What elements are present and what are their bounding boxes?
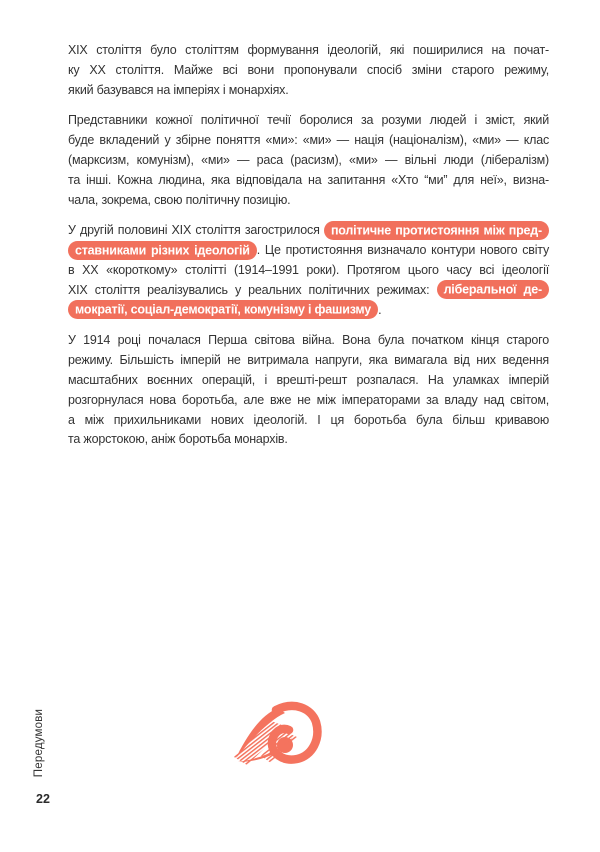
body-text <box>68 41 549 461</box>
publisher-wave-logo-icon <box>226 700 322 778</box>
text-line: (марксизм, комунізм), «ми» — раса (расизм), «ми» — вільні люди (лібералізм) <box>68 152 549 167</box>
text-line: режиму. Більшість імперій не витримала напруги, яка вимагала від них ведення <box>68 353 549 368</box>
text-line: а між прихильниками нових ідеологій. І ця боротьба була більш кривавою <box>68 412 549 427</box>
highlighted-phrase: ліберальної де- <box>437 280 549 299</box>
wave-logo-graphic <box>226 700 322 778</box>
text-line: та жорстокою, аніж боротьба монархів. <box>68 432 288 447</box>
highlighted-phrase: політичне протистояння між пред- <box>324 221 549 240</box>
text-line: ставниками різних ідеологій . Це протистояння визначало контури нового світу <box>68 241 549 261</box>
text-line: чала, зокрема, свою політичну позицію. <box>68 192 291 207</box>
paragraph <box>68 41 549 100</box>
paragraph <box>68 331 549 450</box>
text-line: розгорнулася нова боротьба, але вже не між імператорами за владу над світом, <box>68 392 549 407</box>
chapter-side-label: Передумови <box>33 708 45 778</box>
highlighted-phrase: мократії, соціал-демократії, комунізму і фашизму <box>68 300 378 319</box>
text-line: Представники кожної політичної течії боролися за розуми людей і зміст, який <box>68 113 549 128</box>
page-number: 22 <box>36 792 50 806</box>
highlighted-phrase: ставниками різних ідеологій <box>68 241 257 260</box>
text-line: в XX «короткому» столітті (1914–1991 роки). Протягом цього часу всі ідеології <box>68 262 549 277</box>
text-line: У другій половині XIX століття загострилося політичне протистояння між пред- <box>68 221 549 241</box>
text-line: та інші. Кожна людина, яка відповідала на запитання «Хто “ми” для неї», визна- <box>68 172 549 187</box>
text-line: XIX століття було століттям формування ідеологій, які поширилися на почат- <box>68 43 549 57</box>
paragraph <box>68 221 549 320</box>
text-line: ку XX століття. Майже всі вони пропонували спосіб зміни старого режиму, <box>68 62 549 77</box>
text-line: мократії, соціал-демократії, комунізму і фашизму . <box>68 301 549 321</box>
text-line: буде вкладений у збірне поняття «ми»: «ми» — нація (націоналізм), «ми» — клас <box>68 133 549 148</box>
text-line: У 1914 році почалася Перша світова війна. Вона була початком кінця старого <box>68 333 549 348</box>
text-line: масштабних воєнних операцій, і врешті-решт розпалася. На уламках імперій <box>68 372 549 387</box>
text-line: XIX століття реалізувались у реальних політичних режимах: ліберальної де- <box>68 281 549 301</box>
paragraph <box>68 111 549 210</box>
text-line: який базувався на імперіях і монархіях. <box>68 82 289 97</box>
